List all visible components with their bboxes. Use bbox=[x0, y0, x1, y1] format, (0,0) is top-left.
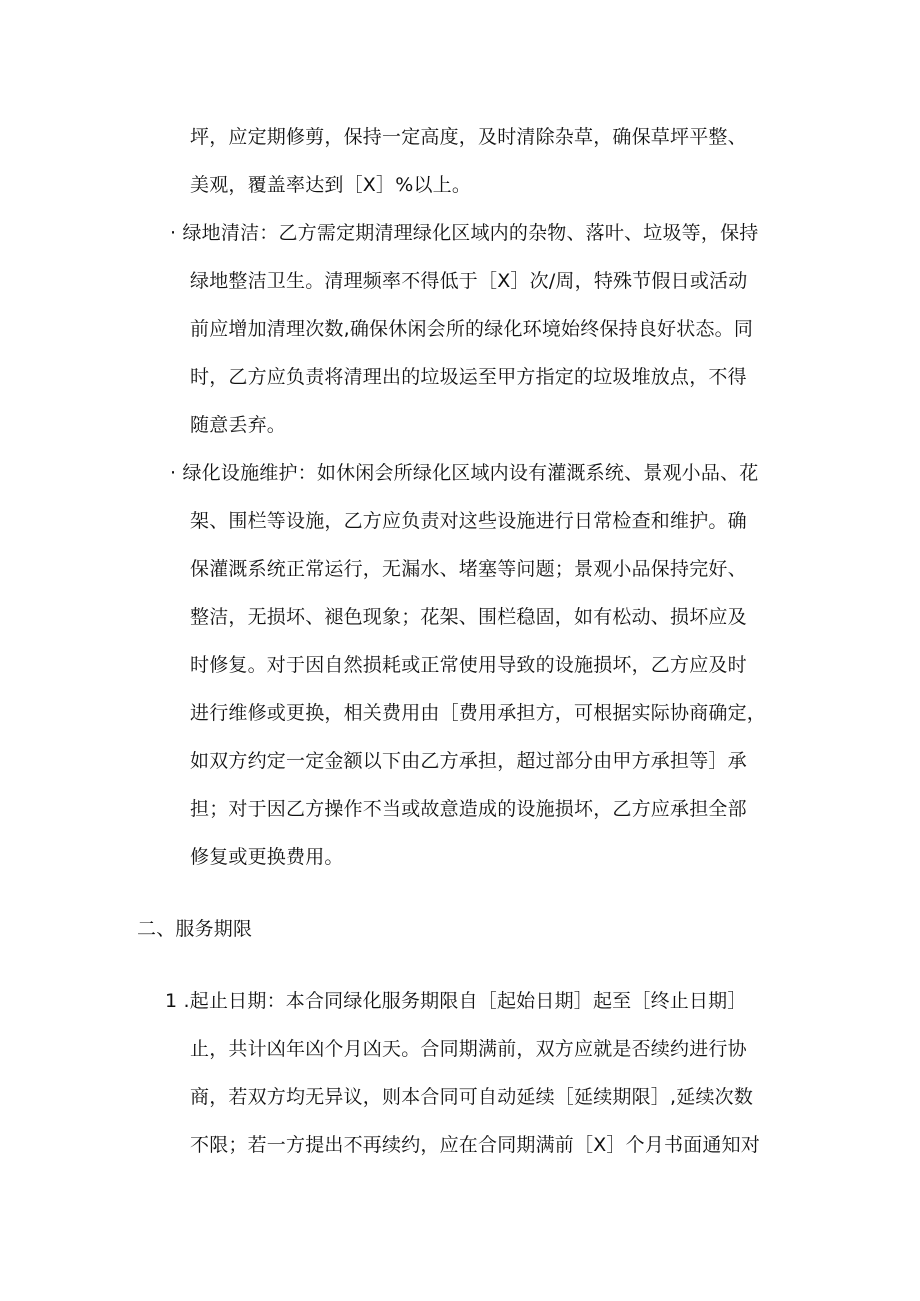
numbered-clause-line: 1 .起止日期：本合同绿化服务期限自［起始日期］起至［终止日期］ bbox=[165, 990, 747, 1012]
paragraph-line: 止，共计凶年凶个月凶天。合同期满前，双方应就是否续约进行协 bbox=[190, 1038, 747, 1060]
paragraph-line: 前应增加清理次数,确保休闲会所的绿化环境始终保持良好状态。同 bbox=[190, 318, 754, 340]
section-heading: 二、服务期限 bbox=[137, 918, 253, 940]
paragraph-line: 坪，应定期修剪，保持一定高度，及时清除杂草，确保草坪平整、 bbox=[190, 126, 747, 148]
paragraph-line: 不限；若一方提出不再续约，应在合同期满前［X］个月书面通知对 bbox=[190, 1134, 761, 1156]
paragraph-line: 整洁，无损坏、褪色现象；花架、围栏稳固，如有松动、损坏应及 bbox=[190, 606, 747, 628]
paragraph-line: 架、围栏等设施，乙方应负责对这些设施进行日常检查和维护。确 bbox=[190, 510, 747, 532]
paragraph-line: 时，乙方应负责将清理出的垃圾运至甲方指定的垃圾堆放点，不得 bbox=[190, 366, 747, 388]
paragraph-line: 时修复。对于因自然损耗或正常使用导致的设施损坏，乙方应及时 bbox=[190, 654, 747, 676]
bullet-line: · 绿化设施维护：如休闲会所绿化区域内设有灌溉系统、景观小品、花 bbox=[170, 462, 759, 484]
bullet-line: · 绿地清洁：乙方需定期清理绿化区域内的杂物、落叶、垃圾等，保持 bbox=[170, 222, 759, 244]
paragraph-line: 担；对于因乙方操作不当或故意造成的设施损坏，乙方应承担全部 bbox=[190, 798, 747, 820]
paragraph-line: 修复或更换费用。 bbox=[190, 846, 344, 868]
paragraph-line: 保灌溉系统正常运行，无漏水、堵塞等问题；景观小品保持完好、 bbox=[190, 558, 747, 580]
paragraph-line: 如双方约定一定金额以下由乙方承担，超过部分由甲方承担等］承 bbox=[190, 750, 747, 772]
paragraph-line: 商，若双方均无异议，则本合同可自动延续［延续期限］,延续次数 bbox=[190, 1086, 754, 1108]
paragraph-line: 进行维修或更换，相关费用由［费用承担方，可根据实际协商确定， bbox=[190, 702, 767, 724]
paragraph-line: 随意丢弃。 bbox=[190, 414, 287, 436]
paragraph-line: 美观，覆盖率达到［X］%以上。 bbox=[190, 174, 472, 196]
paragraph-line: 绿地整洁卫生。清理频率不得低于［X］次/周，特殊节假日或活动 bbox=[190, 270, 748, 292]
